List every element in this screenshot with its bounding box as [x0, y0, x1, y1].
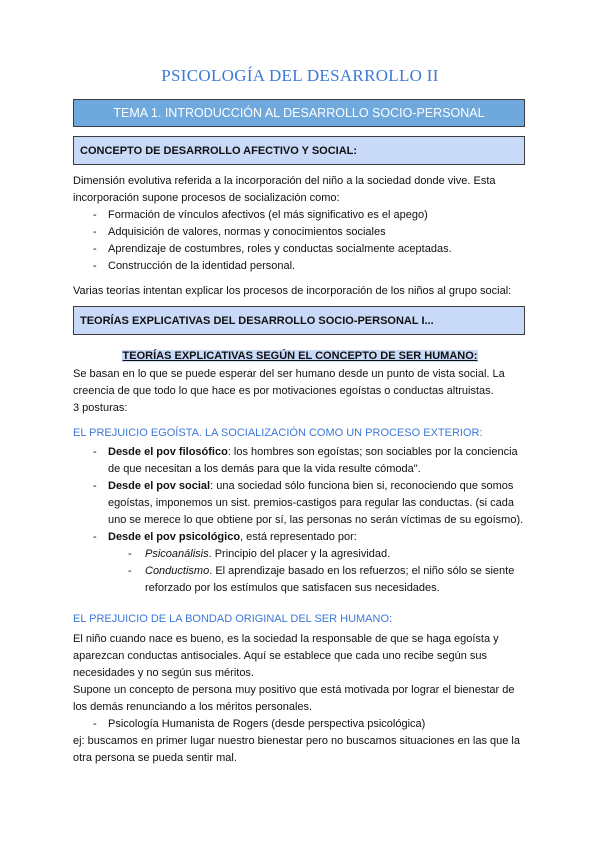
bullet-mark: - — [93, 718, 97, 730]
list-item: Aprendizaje de costumbres, roles y conductas socialmente aceptadas. — [108, 243, 452, 255]
egoist-heading: EL PREJUICIO EGOÍSTA. LA SOCIALIZACIÓN COMO UN PROCESO EXTERIOR: — [73, 427, 483, 439]
paragraph-line: Se basan en lo que se puede esperar del ser humano desde un punto de vista social. La — [73, 368, 505, 380]
list-item: Adquisición de valores, normas y conocimientos sociales — [108, 226, 386, 238]
paragraph-line: necesidades y no según sus méritos. — [73, 667, 254, 679]
bullet-mark: - — [93, 243, 97, 255]
paragraph-line: 3 posturas: — [73, 402, 128, 414]
paragraph-line: incorporación supone procesos de socialización como: — [73, 192, 340, 204]
subheading-text: TEORÍAS EXPLICATIVAS SEGÚN EL CONCEPTO DE SER HUMANO: — [122, 350, 478, 362]
goodness-heading: EL PREJUICIO DE LA BONDAD ORIGINAL DEL SER HUMANO: — [73, 613, 393, 625]
paragraph-line: otra persona se pueda sentir mal. — [73, 752, 237, 764]
paragraph-line: creencia de que todo lo que hace es por motivaciones egoístas o conductas altruistas. — [73, 385, 494, 397]
list-item: Desde el pov social: una sociedad sólo funciona bien si, reconociendo que somos — [108, 480, 514, 492]
bullet-mark: - — [128, 548, 132, 560]
paragraph-line: Supone un concepto de persona muy positivo que está motivada por lograr el bienestar de — [73, 684, 515, 696]
paragraph-line: los demás renunciando a los méritos personales. — [73, 701, 313, 713]
paragraph-line: aparezcan conductas antisociales. Aquí se establece que cada uno recibe según sus — [73, 650, 487, 662]
paragraph-line: El niño cuando nace es bueno, es la sociedad la responsable de que se haga egoísta y — [73, 633, 499, 645]
section-heading-concepto — [73, 136, 525, 165]
page-title: PSICOLOGÍA DEL DESARROLLO II — [161, 66, 439, 85]
list-item: Desde el pov filosófico: los hombres son egoístas; son sociables por la conciencia — [108, 446, 518, 458]
sub-list-item: Conductismo. El aprendizaje basado en los refuerzos; el niño sólo se siente — [145, 565, 515, 577]
bold-label: Desde el pov psicológico — [108, 531, 241, 543]
list-item: Psicología Humanista de Rogers (desde perspectiva psicológica) — [108, 718, 426, 730]
section-heading-text: TEORÍAS EXPLICATIVAS DEL DESARROLLO SOCIO-PERSONAL I... — [80, 314, 434, 327]
topic-label: TEMA 1. INTRODUCCIÓN AL DESARROLLO SOCIO-PERSONAL — [113, 106, 485, 120]
paragraph-line: Dimensión evolutiva referida a la incorporación del niño a la sociedad donde vive. Esta — [73, 175, 496, 187]
paragraph-line: Varias teorías intentan explicar los procesos de incorporación de los niños al grupo social: — [73, 285, 512, 297]
list-item: Construcción de la identidad personal. — [108, 260, 296, 272]
list-item: Formación de vínculos afectivos (el más significativo es el apego) — [108, 209, 428, 221]
topic-banner — [73, 99, 525, 127]
list-item: Desde el pov psicológico, está representado por: — [108, 531, 357, 543]
bullet-mark: - — [93, 209, 97, 221]
bullet-mark: - — [93, 226, 97, 238]
list-item-continuation: uno se merece lo que obtiene por sí, las personas no serán víctimas de su egoísmo). — [108, 514, 524, 526]
section-heading-teorias — [73, 306, 525, 335]
italic-label: Psicoanálisis — [145, 548, 209, 560]
bullet-mark: - — [93, 531, 97, 543]
bold-label: Desde el pov filosófico — [108, 446, 228, 458]
italic-label: Conductismo — [145, 565, 210, 577]
bullet-mark: - — [128, 565, 132, 577]
bullet-mark: - — [93, 480, 97, 492]
list-item-continuation: de que necesitan a los demás para que la vida resulte cómoda". — [108, 463, 421, 475]
bullet-mark: - — [93, 260, 97, 272]
sub-list-item-continuation: reforzado por los estímulos que satisfacen sus necesidades. — [145, 582, 440, 594]
sub-list-item: Psicoanálisis. Principio del placer y la agresividad. — [145, 548, 391, 560]
subheading — [0, 346, 600, 364]
bold-label: Desde el pov social — [108, 480, 211, 492]
bullet-mark: - — [93, 446, 97, 458]
section-heading-text: CONCEPTO DE DESARROLLO AFECTIVO Y SOCIAL: — [80, 144, 358, 157]
list-item-continuation: egoístas, imponemos un sist. premios-castigos para regular las conductas. (si cada — [108, 497, 514, 509]
paragraph-line: ej: buscamos en primer lugar nuestro bienestar pero no buscamos situaciones en las que la — [73, 735, 520, 747]
